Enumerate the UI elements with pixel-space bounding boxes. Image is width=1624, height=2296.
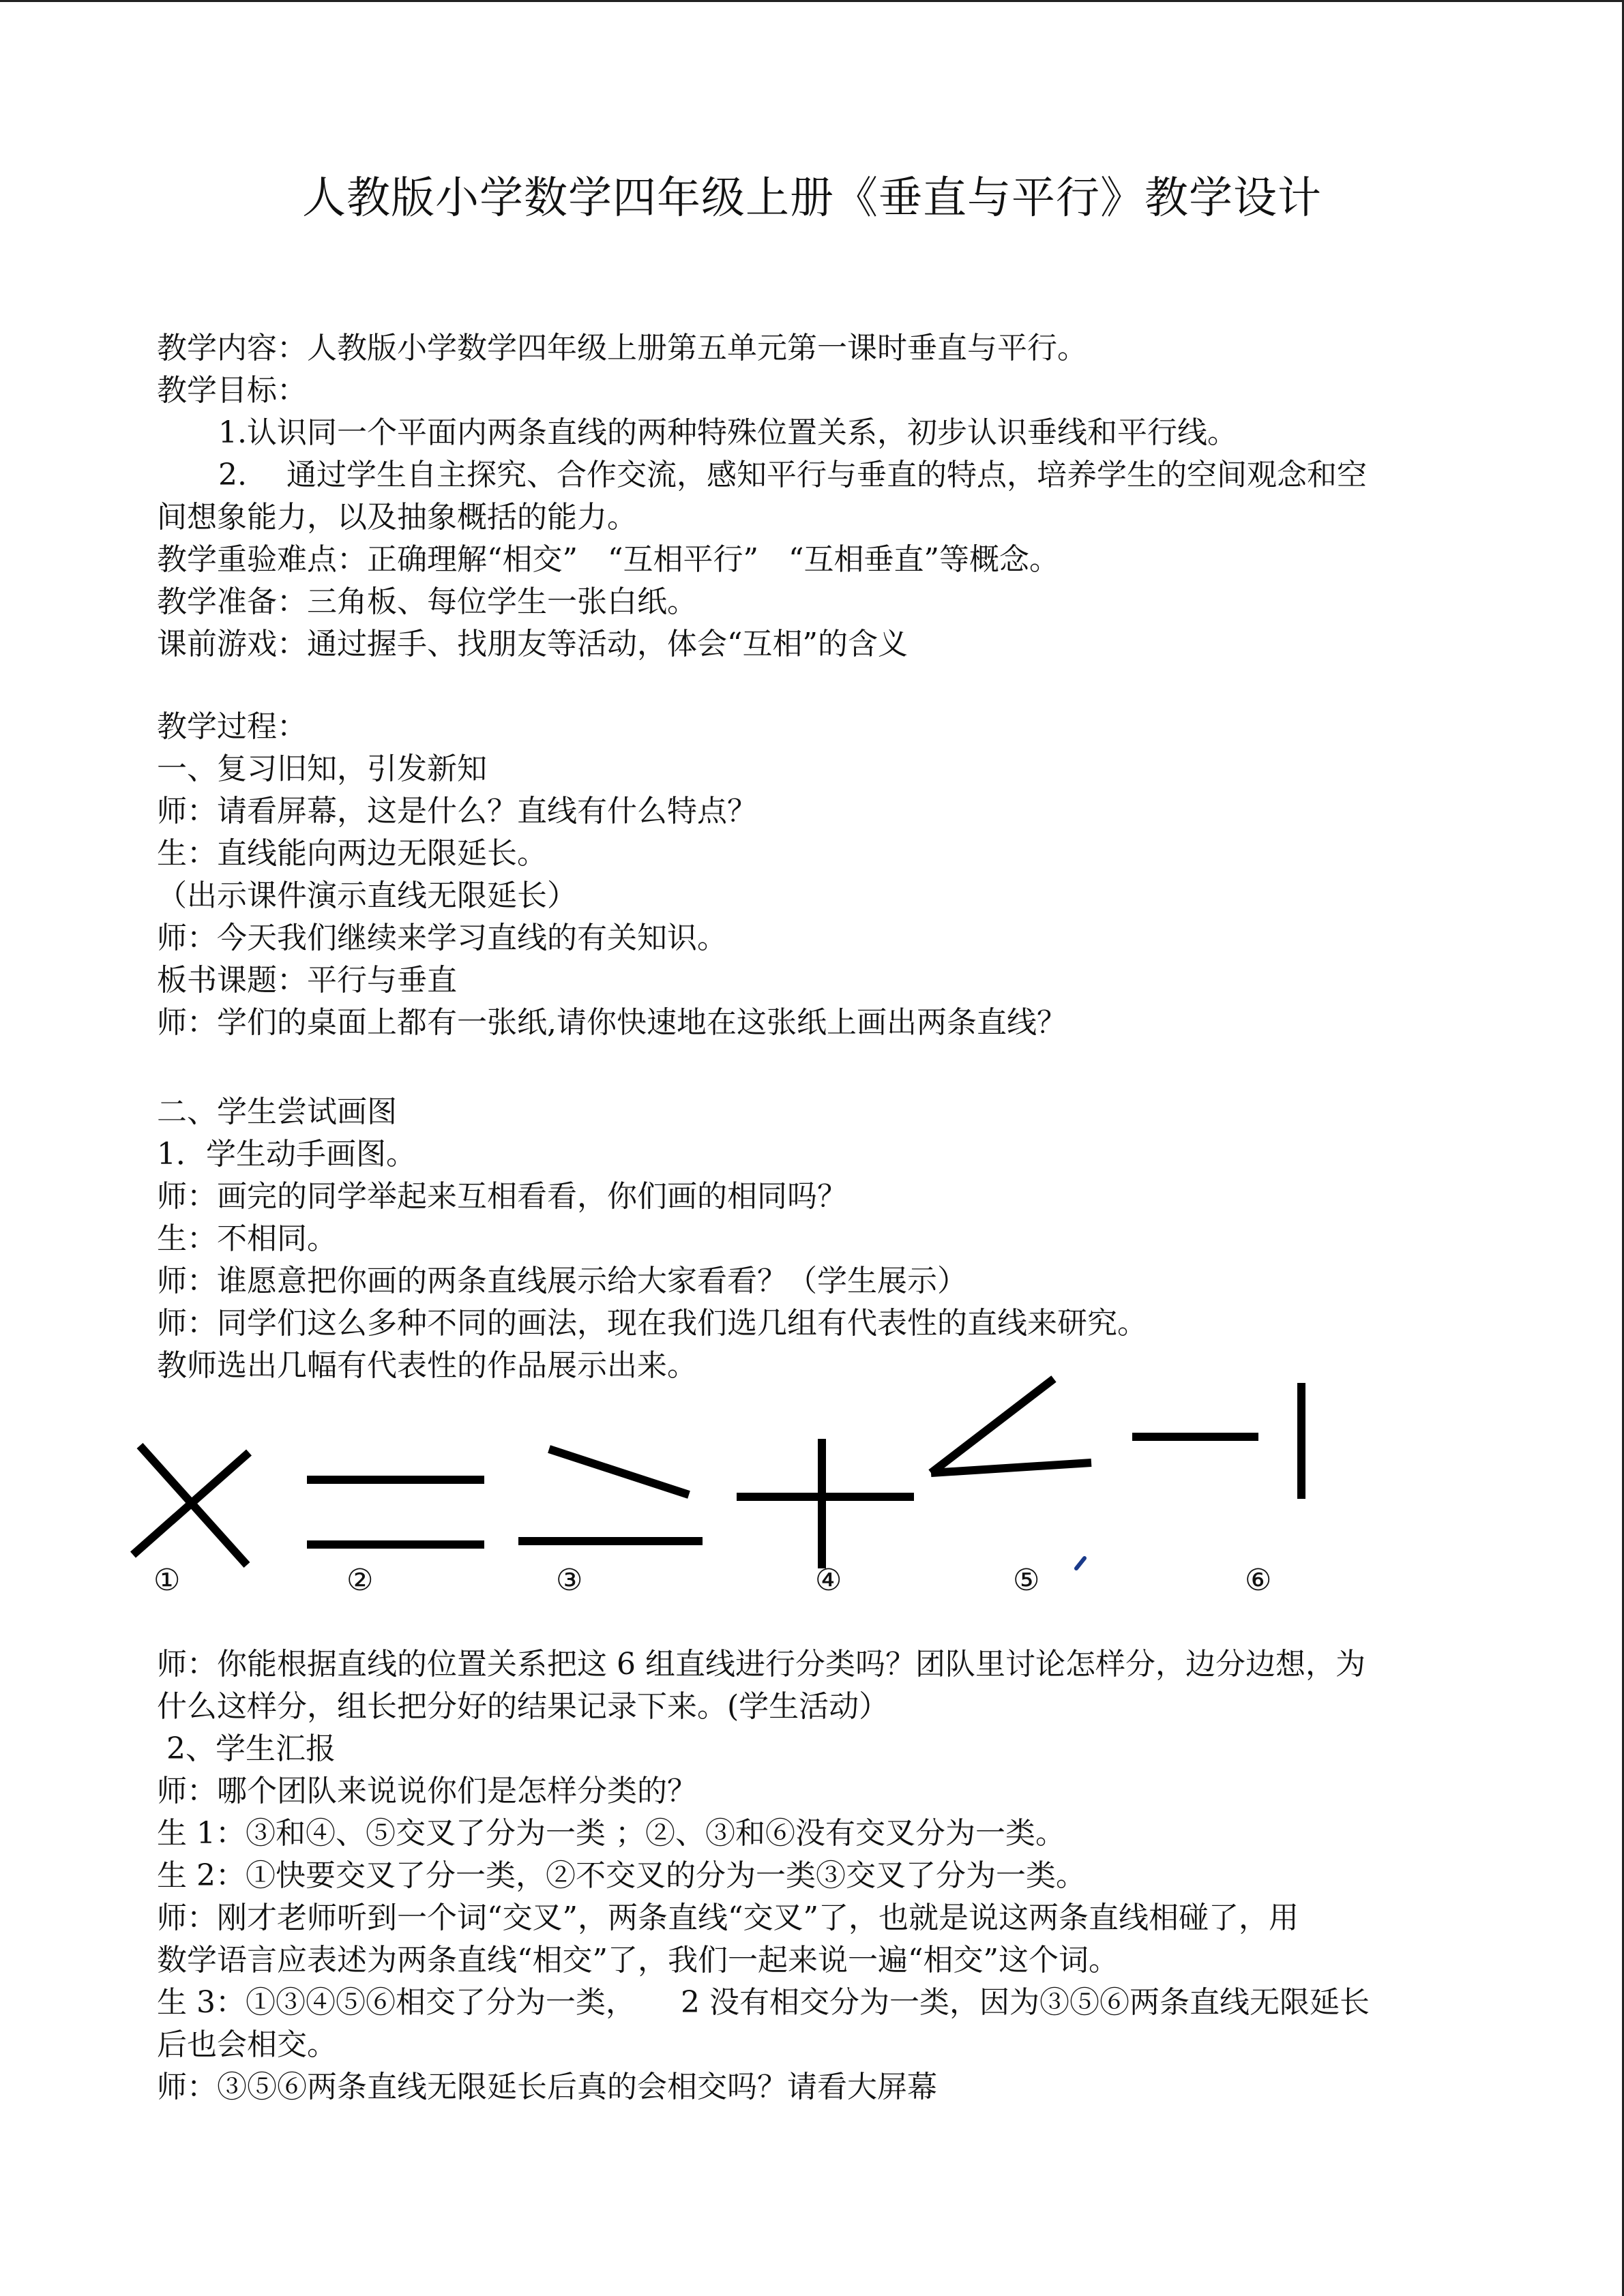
text-line: 后也会相交。 xyxy=(157,2027,337,2062)
figure-5-line-a xyxy=(931,1379,1054,1473)
text-line: （出示课件演示直线无限延长） xyxy=(157,878,577,913)
text-line: 2、学生汇报 xyxy=(157,1731,336,1766)
text-line: 师：画完的同学举起来互相看看，你们画的相同吗？ xyxy=(157,1179,847,1214)
text-line: 师：今天我们继续来学习直线的有关知识。 xyxy=(157,921,727,955)
text-line: 生：不相同。 xyxy=(157,1221,337,1256)
text-line: 2. 通过学生自主探究、合作交流，感知平行与垂直的特点，培养学生的空间观念和空 xyxy=(218,458,1367,492)
section-process-intro xyxy=(157,706,1477,1044)
text-line: 教学过程： xyxy=(157,709,307,744)
text-line: 师：请看屏幕，这是什么？直线有什么特点？ xyxy=(157,794,757,829)
text-line: 教学目标： xyxy=(157,373,307,408)
text-line: 师：刚才老师听到一个词“交叉”，两条直线“交叉”了，也就是说这两条直线相碰了，用 xyxy=(157,1900,1299,1935)
figure-label-2: ② xyxy=(346,1563,374,1598)
pen-mark xyxy=(1076,1558,1084,1568)
text-line: 教学重验难点：正确理解“相交” “互相平行” “互相垂直”等概念。 xyxy=(157,542,1059,577)
text-line: 师：你能根据直线的位置关系把这 6 组直线进行分类吗？团队里讨论怎样分，边分边想，为 xyxy=(157,1647,1365,1682)
text-line: 间想象能力，以及抽象概括的能力。 xyxy=(157,500,637,535)
figure-label-3: ③ xyxy=(556,1563,583,1598)
figure-label-4: ④ xyxy=(815,1563,842,1598)
text-line: 教学准备：三角板、每位学生一张白纸。 xyxy=(157,584,697,619)
figure-5-line-b xyxy=(931,1463,1091,1473)
text-line: 数学语言应表述为两条直线“相交”了，我们一起来说一遍“相交”这个词。 xyxy=(157,1943,1119,1978)
text-line: 生：直线能向两边无限延长。 xyxy=(157,836,547,871)
figure-label-6: ⑥ xyxy=(1245,1563,1272,1598)
text-line: 师：③⑤⑥两条直线无限延长后真的会相交吗？请看大屏幕 xyxy=(157,2070,937,2104)
text-line: 生 1：③和④、⑤交叉了分为一类 ；②、③和⑥没有交叉分为一类。 xyxy=(157,1816,1065,1851)
text-line: 师：同学们这么多种不同的画法，现在我们选几组有代表性的直线来研究。 xyxy=(157,1306,1147,1341)
text-line: 师：哪个团队来说说你们是怎样分类的？ xyxy=(157,1774,697,1808)
text-line: 一、复习旧知，引发新知 xyxy=(157,751,487,786)
text-line: 1．学生动手画图。 xyxy=(157,1137,416,1172)
text-line: 师：谁愿意把你画的两条直线展示给大家看看？（学生展示） xyxy=(157,1264,967,1298)
figure-1-line-b xyxy=(133,1452,249,1555)
document-title: 人教版小学数学四年级上册《垂直与平行》教学设计 xyxy=(302,173,1322,224)
text-line: 师：学们的桌面上都有一张纸,请你快速地在这张纸上画出两条直线？ xyxy=(157,1005,1067,1040)
text-line: 教学内容：人教版小学数学四年级上册第五单元第一课时垂直与平行。 xyxy=(157,331,1087,366)
figure-label-1: ① xyxy=(153,1563,181,1598)
text-line: 生 2：①快要交叉了分一类，②不交叉的分为一类③交叉了分为一类。 xyxy=(157,1858,1086,1893)
line-pairs-drawing xyxy=(0,1364,1624,1623)
text-line: 什么这样分，组长把分好的结果记录下来。(学生活动） xyxy=(157,1689,889,1724)
line-pairs-figure xyxy=(0,1364,1624,1623)
section-classification xyxy=(157,1643,1477,2108)
figure-label-5: ⑤ xyxy=(1013,1563,1040,1598)
figure-3-line-a xyxy=(549,1449,689,1495)
text-line: 板书课题：平行与垂直 xyxy=(157,963,457,998)
text-line: 教师选出几幅有代表性的作品展示出来。 xyxy=(157,1348,697,1383)
text-line: 二、学生尝试画图 xyxy=(157,1094,397,1129)
text-line: 课前游戏：通过握手、找朋友等活动，体会“互相”的含义 xyxy=(157,627,908,661)
section-student-drawing xyxy=(157,1091,1477,1387)
section-teaching-info xyxy=(157,327,1477,666)
text-line: 生 3：①③④⑤⑥相交了分为一类， 2 没有相交分为一类，因为③⑤⑥两条直线无限延长 xyxy=(157,1985,1370,2020)
text-line: 1.认识同一个平面内两条直线的两种特殊位置关系，初步认识垂线和平行线。 xyxy=(218,415,1237,450)
